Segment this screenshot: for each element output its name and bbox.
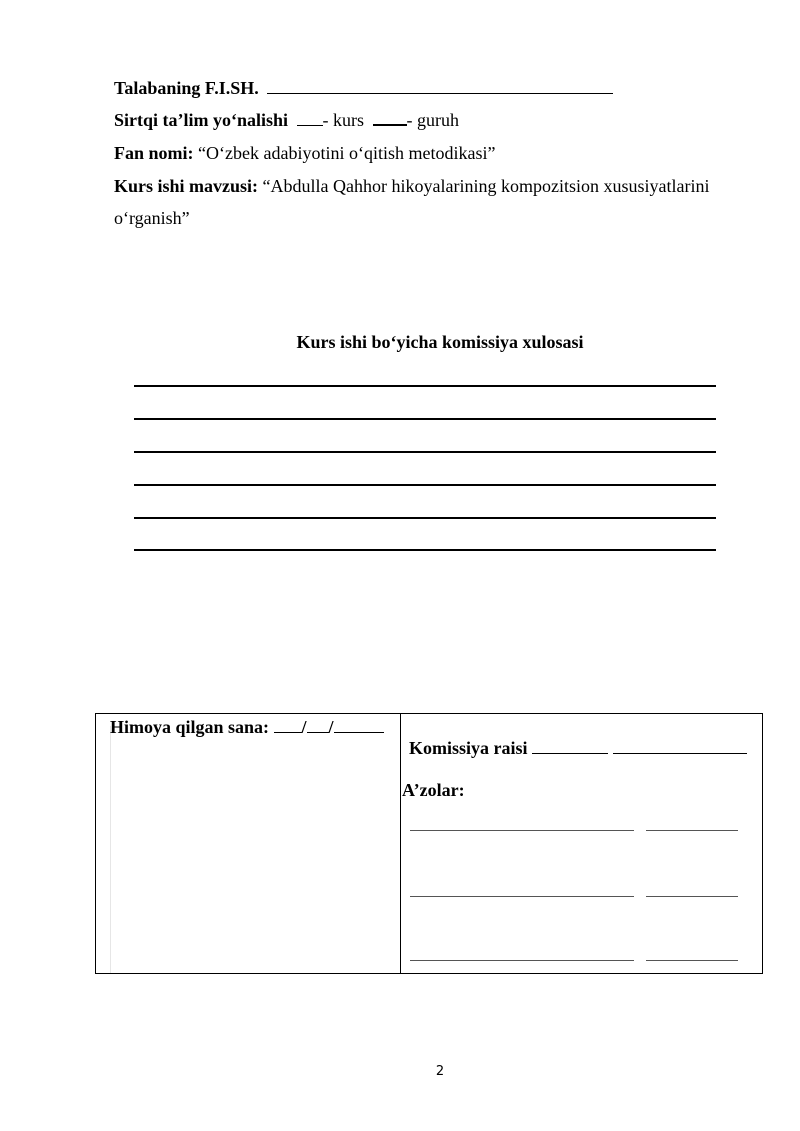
- direction-label: Sirtqi ta’lim yo‘nalishi: [114, 110, 289, 130]
- conclusion-line[interactable]: [134, 549, 716, 551]
- course-blank[interactable]: [297, 111, 323, 126]
- date-cell-inner-border: [110, 726, 399, 973]
- subject-line: [114, 143, 495, 164]
- member-name-blank[interactable]: [410, 896, 634, 897]
- direction-line: [114, 110, 459, 131]
- student-name-line: [114, 78, 613, 99]
- members-label: A’zolar:: [402, 780, 465, 800]
- subject-value: “O‘zbek adabiyotini o‘qitish metodikasi”: [198, 143, 496, 163]
- topic-value: “Abdulla Qahhor hikoyalarining kompozitsion xususiyatlarini: [262, 176, 710, 196]
- topic-line-continued: [114, 208, 190, 229]
- member-signature-blank[interactable]: [646, 896, 738, 897]
- conclusion-line[interactable]: [134, 517, 716, 519]
- conclusion-line[interactable]: [134, 418, 716, 420]
- date-month-blank[interactable]: [307, 718, 329, 733]
- student-name-blank[interactable]: [267, 79, 613, 94]
- chairman-name-blank[interactable]: [532, 739, 608, 754]
- defense-table: [95, 713, 763, 974]
- student-name-label: Talabaning F.I.SH.: [114, 78, 259, 98]
- page-number: 2: [435, 1064, 445, 1079]
- date-year-blank[interactable]: [334, 718, 384, 733]
- conclusion-line[interactable]: [134, 385, 716, 387]
- member-name-blank[interactable]: [410, 960, 634, 961]
- chairman-label: Komissiya raisi: [409, 738, 528, 758]
- member-signature-blank[interactable]: [646, 830, 738, 831]
- group-text: - guruh: [406, 110, 460, 130]
- subject-label: Fan nomi:: [114, 143, 194, 163]
- course-text: - kurs: [322, 110, 365, 130]
- topic-value-continued: o‘rganish”: [114, 208, 190, 228]
- date-day-blank[interactable]: [274, 718, 302, 733]
- group-blank[interactable]: [373, 110, 407, 126]
- conclusion-heading: Kurs ishi bo‘yicha komissiya xulosasi: [296, 332, 584, 352]
- topic-label: Kurs ishi mavzusi:: [114, 176, 259, 196]
- defense-date: Himoya qilgan sana: / /: [110, 717, 384, 738]
- member-signature-blank[interactable]: [646, 960, 738, 961]
- member-name-blank[interactable]: [410, 830, 634, 831]
- defense-date-label: Himoya qilgan sana:: [110, 717, 270, 737]
- topic-line: [114, 176, 709, 197]
- table-divider: [400, 714, 401, 973]
- chairman-line: [409, 738, 747, 759]
- conclusion-line[interactable]: [134, 451, 716, 453]
- chairman-signature-blank[interactable]: [613, 739, 747, 754]
- conclusion-line[interactable]: [134, 484, 716, 486]
